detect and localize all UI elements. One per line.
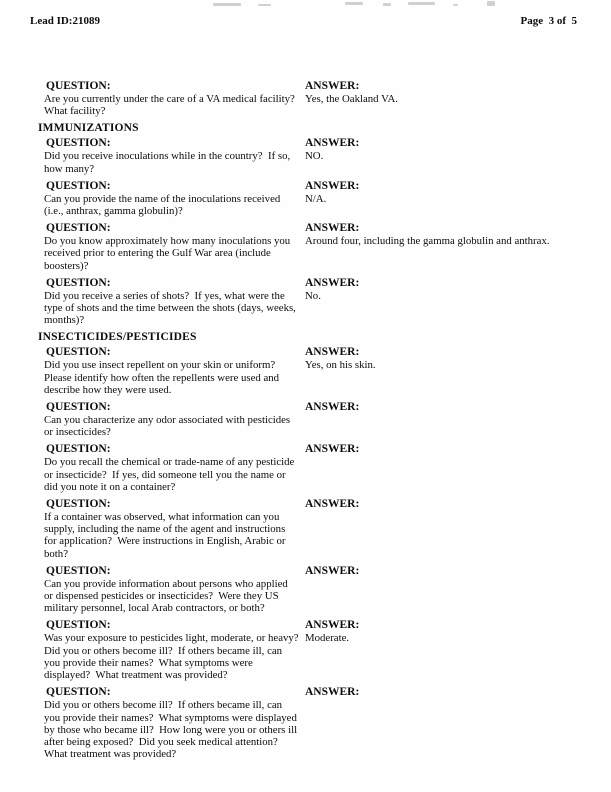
scan-artifact — [258, 4, 271, 6]
answer-text — [305, 456, 583, 493]
answer-text: Around four, including the gamma globulin and anthrax. — [305, 235, 550, 248]
answer-label: ANSWER: — [305, 686, 360, 699]
qa-block — [46, 137, 583, 174]
answer-label: ANSWER: — [305, 80, 360, 92]
scan-artifact — [213, 3, 241, 6]
section-heading: INSECTICIDES/PESTICIDES — [38, 331, 197, 344]
answer-text: Yes, the Oakland VA. — [305, 93, 398, 105]
answer-text — [305, 511, 583, 560]
answer-label: ANSWER: — [305, 137, 360, 150]
qa-block — [46, 498, 583, 560]
qa-block — [46, 277, 583, 327]
question-label: QUESTION: — [46, 80, 111, 92]
qa-block — [46, 180, 583, 217]
answer-label: ANSWER: — [305, 276, 360, 289]
question-label: QUESTION: — [46, 498, 111, 511]
qa-block — [46, 619, 583, 681]
answer-text: No. — [305, 289, 321, 302]
question-text: Do you recall the chemical or trade-name of any pesticide or insecticide? If yes, did someone tell you the name or did you note it on a container? — [44, 456, 298, 493]
answer-label: ANSWER: — [305, 222, 360, 235]
qa-block — [46, 401, 583, 438]
qa-block — [46, 346, 583, 396]
question-text: If a container was observed, what information can you supply, including the name of the agent and instructions for application? Were instructions in English, Arabic or both? — [44, 511, 289, 560]
scan-artifact — [345, 2, 363, 5]
question-text: Are you currently under the care of a VA medical facility? What facility? — [44, 93, 301, 118]
page-indicator: Page 3 of 5 — [520, 15, 577, 27]
qa-block — [46, 565, 583, 615]
question-text: Did you receive inoculations while in the country? If so, how many? — [44, 150, 293, 175]
answer-text — [305, 414, 583, 438]
question-text: Can you provide information about persons who applied or dispensed pesticides or insecticides? Were they US military personnel, local Arab contractors, or both? — [44, 577, 291, 615]
answer-label: ANSWER: — [305, 619, 360, 632]
question-label: QUESTION: — [46, 686, 111, 699]
scan-artifact — [453, 4, 458, 6]
question-label: QUESTION: — [46, 179, 111, 192]
question-text: Was your exposure to pesticides light, moderate, or heavy? Did you or others become ill? If others became ill, can you provide their names? What symptoms were displayed? What treatment was provided? — [44, 632, 304, 682]
answer-text: Moderate. — [305, 632, 350, 645]
answer-label: ANSWER: — [305, 346, 360, 359]
scan-artifact — [408, 2, 435, 5]
scan-artifact — [487, 1, 495, 6]
answer-label: ANSWER: — [305, 564, 360, 577]
answer-text: N/A. — [305, 192, 327, 205]
qa-block — [46, 80, 583, 117]
question-text: Can you provide the name of the inoculations received (i.e., anthrax, gamma globulin)? — [44, 192, 283, 218]
question-label: QUESTION: — [46, 443, 111, 456]
document-body — [38, 80, 583, 765]
qa-block — [46, 443, 583, 493]
question-text: Did you receive a series of shots? If yes, what were the type of shots and the time between the shots (days, weeks, months)? — [44, 289, 299, 327]
answer-text: Yes, on his skin. — [305, 359, 376, 372]
question-text: Can you characterize any odor associated with pesticides or insecticides? — [44, 414, 293, 439]
answer-text — [305, 699, 583, 760]
question-label: QUESTION: — [46, 222, 111, 235]
question-label: QUESTION: — [46, 401, 111, 414]
question-label: QUESTION: — [46, 137, 111, 150]
question-text: Did you or others become ill? If others became ill, can you provide their names? What symptoms were displayed by those who became ill? How long were you or others ill after being exposed? Did you seek medical attention? What treatment was provided? — [44, 699, 300, 761]
answer-text — [305, 578, 583, 615]
question-label: QUESTION: — [46, 276, 111, 289]
question-label: QUESTION: — [46, 564, 111, 577]
answer-label: ANSWER: — [305, 179, 360, 192]
question-label: QUESTION: — [46, 346, 111, 359]
qa-block — [46, 686, 583, 760]
scan-artifact — [383, 3, 391, 6]
page-header — [30, 15, 577, 27]
section-heading: IMMUNIZATIONS — [38, 122, 139, 135]
answer-text: NO. — [305, 150, 324, 163]
answer-label: ANSWER: — [305, 498, 360, 511]
qa-block — [46, 222, 583, 272]
answer-label: ANSWER: — [305, 401, 360, 414]
question-text: Did you use insect repellent on your skin or uniform? Please identify how often the repellents were used and describe how they were used. — [44, 359, 282, 396]
lead-id: Lead ID:21089 — [30, 15, 100, 27]
question-label: QUESTION: — [46, 619, 111, 632]
answer-label: ANSWER: — [305, 443, 360, 456]
question-text: Do you know approximately how many inoculations you received prior to entering the Gulf War area (include boosters)? — [44, 235, 293, 272]
